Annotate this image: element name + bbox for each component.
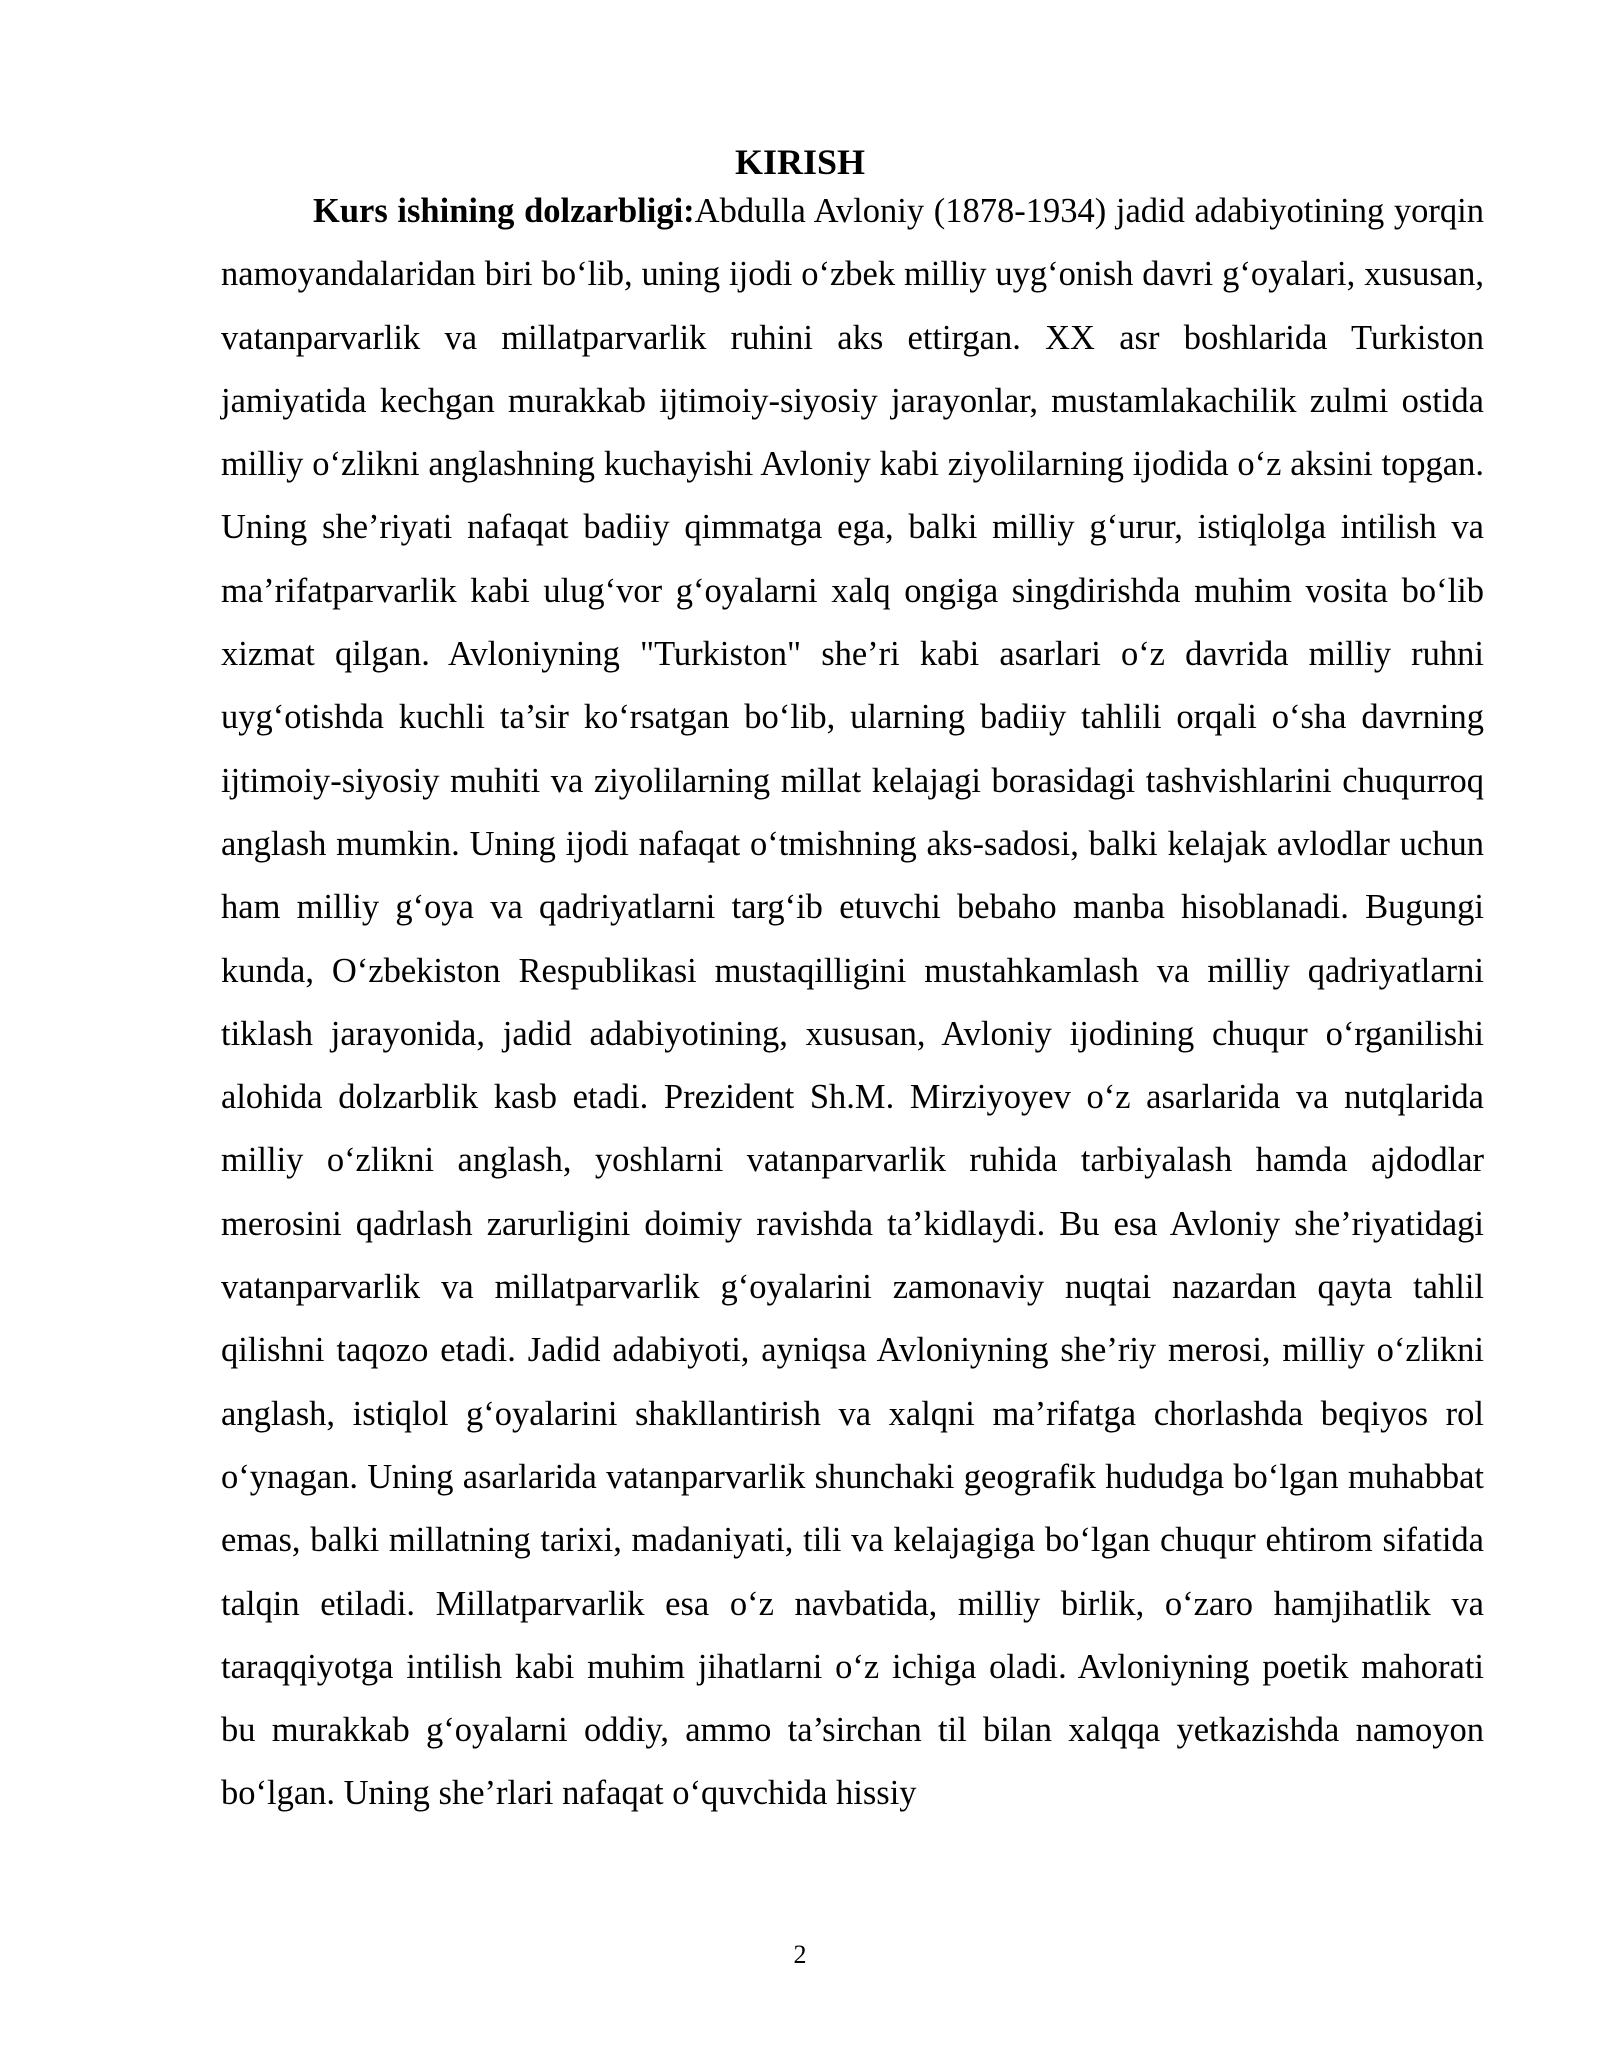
section-heading: KIRISH <box>734 142 866 182</box>
lead-label: Kurs ishining dolzarbligi: <box>313 192 695 230</box>
page-number: 2 <box>793 1940 807 1969</box>
paragraph-text: Abdulla Avloniy (1878-1934) jadid adabiyotining yorqin namoyandalaridan biri bo‘lib, uning ijodi o‘zbek milliy uyg‘onish davri g‘oyalari, xususan, vatanparvarlik va millatparvarlik ruhini aks ettirgan. XX asr boshlarida Turkiston jamiyatida kechgan murakkab ijtimoiy-siyosiy jarayonlar, mustamlakachilik zulmi ostida milliy o‘zlikni anglashning kuchayishi Avloniy kabi ziyolilarning ijodida o‘z aksini topgan. Uning she’riyati nafaqat badiiy qimmatga ega, balki milliy g‘urur, istiqlolga intilish va ma’rifatparvarlik kabi ulug‘vor g‘oyalarni xalq ongiga singdirishda muhim vosita bo‘lib xizmat qilgan. Avloniyning "Turkiston" she’ri kabi asarlari o‘z davrida milliy ruhni uyg‘otishda kuchli ta’sir ko‘rsatgan bo‘lib, ularning badiiy tahlili orqali o‘sha davrning ijtimoiy-siyosiy muhiti va ziyolilarning millat kelajagi borasidagi tashvishlarini chuqurroq anglash mumkin. Uning ijodi nafaqat o‘tmishning aks-sadosi, balki kelajak avlodlar uchun ham milliy g‘oya va qadriyatlarni targ‘ib etuvchi bebaho manba hisoblanadi. Bugungi kunda, O‘zbekiston Respublikasi mustaqilligini mustahkamlash va milliy qadriyatlarni tiklash jarayonida, jadid adabiyotining, xususan, Avloniy ijodining chuqur o‘rganilishi alohida dolzarblik kasb etadi. Prezident Sh.M. Mirziyoyev o‘z asarlarida va nutqlarida milliy o‘zlikni anglash, yoshlarni vatanparvarlik ruhida tarbiyalash hamda ajdodlar merosini qadrlash zarurligini doimiy ravishda ta’kidlaydi. Bu esa Avloniy she’riyatidagi vatanparvarlik va millatparvarlik g‘oyalarini zamonaviy nuqtai nazardan qayta tahlil qilishni taqozo etadi. Jadid adabiyoti, ayniqsa Avloniyning she’riy merosi, milliy o‘zlikni anglash, istiqlol g‘oyalarini shakllantirish va xalqni ma’rifatga chorlashda beqiyos rol o‘ynagan. Uning asarlarida vatanparvarlik shunchaki geografik hududga bo‘lgan muhabbat emas, balki millatning tarixi, madaniyati, tili va kelajagiga bo‘lgan chuqur ehtirom sifatida talqin etiladi. Millatparvarlik esa o‘z navbatida, milliy birlik, o‘zaro hamjihatlik va taraqqiyotga intilish kabi muhim jihatlarni o‘z ichiga oladi. Avloniyning poetik mahorati bu murakkab g‘oyalarni oddiy, ammo ta’sirchan til bilan xalqqa yetkazishda namoyon bo‘lgan. Uning she’rlari nafaqat o‘quvchida hissiy <box>221 192 1484 1813</box>
body-paragraph <box>221 180 1484 1826</box>
